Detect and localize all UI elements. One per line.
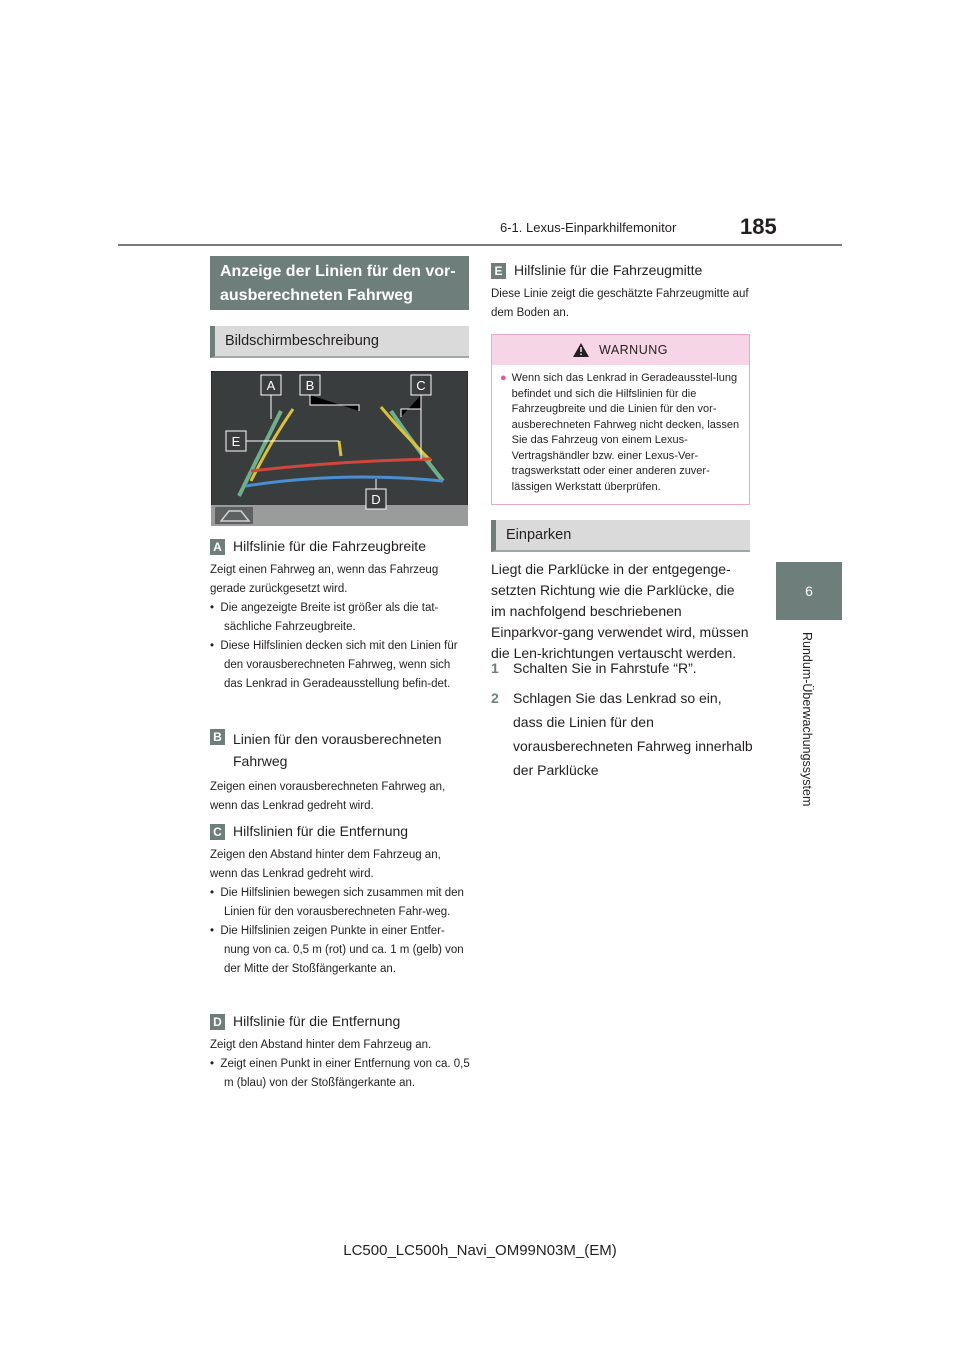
camera-screen-diagram bbox=[211, 371, 468, 526]
section-heading-text: Anzeige der Linien für den vor-ausberechneten Fahrweg bbox=[220, 263, 456, 304]
warning-title: WARNUNG bbox=[598, 343, 668, 357]
step-1-text: Schalten Sie in Fahrstufe “R”. bbox=[513, 660, 697, 676]
badge-a: A bbox=[210, 539, 225, 555]
item-e-desc: Diese Linie zeigt die geschätzte Fahrzeugmitte auf dem Boden an. bbox=[491, 288, 749, 319]
item-b-desc: Zeigen einen vorausberechneten Fahrweg an, wenn das Lenkrad gedreht wird. bbox=[210, 781, 446, 812]
item-d bbox=[210, 1013, 470, 1093]
item-a-bullet-1: • Die angezeigte Breite ist größer als die tat-sächliche Fahrzeugbreite. bbox=[210, 602, 439, 633]
item-e bbox=[491, 262, 751, 323]
callout-d: D bbox=[371, 492, 381, 507]
running-header-section: 6-1. Lexus-Einparkhilfemonitor bbox=[500, 220, 677, 235]
chapter-tab[interactable] bbox=[776, 562, 842, 620]
footer-code: LC500_LC500h_Navi_OM99N03M_(EM) bbox=[343, 1242, 617, 1259]
callout-a: A bbox=[266, 378, 276, 393]
parking-steps bbox=[491, 656, 753, 782]
item-b-title: Linien für den vorausberechneten Fahrweg bbox=[233, 731, 442, 769]
step-1 bbox=[491, 656, 753, 680]
badge-e: E bbox=[491, 263, 506, 279]
item-c bbox=[210, 823, 470, 979]
item-c-bullet-1: • Die Hilfslinien bewegen sich zusammen mit den Linien für den vorausberechneten Fahr-weg. bbox=[210, 887, 464, 918]
callout-c: C bbox=[416, 378, 426, 393]
callout-b: B bbox=[305, 378, 315, 393]
page-number: 185 bbox=[740, 214, 777, 239]
guide-lines-illustration bbox=[211, 371, 468, 526]
item-c-bullet-2: • Die Hilfslinien zeigen Punkte in einer Entfer-nung von ca. 0,5 m (rot) und ca. 1 m (gelb) von der Mitte der Stoßfängerkante an. bbox=[210, 925, 464, 975]
badge-b: B bbox=[210, 729, 225, 745]
step-2-number: 2 bbox=[491, 690, 499, 706]
item-a-bullet-2: • Diese Hilfslinien decken sich mit den Linien für den vorausberechneten Fahrweg, wenn sich das Lenkrad in Geradeausstellung befin-det. bbox=[210, 640, 458, 690]
chapter-title: Rundum-Überwachungssystem bbox=[800, 632, 814, 807]
subheading-screen-description bbox=[210, 326, 469, 358]
bullet-dot-icon: ● bbox=[500, 372, 507, 384]
warning-header bbox=[492, 335, 749, 365]
item-a bbox=[210, 538, 470, 694]
badge-d: D bbox=[210, 1014, 225, 1030]
item-d-desc: Zeigt den Abstand hinter dem Fahrzeug an. bbox=[210, 1039, 432, 1051]
step-2 bbox=[491, 686, 753, 782]
warning-text: Wenn sich das Lenkrad in Geradeausstel-lung befindet und sich die Hilfslinien für die Fahrzeugbreite und die Linien für den vor-ausberechneten Fahrweg nicht decken, lassen Sie das Fahrzeug von einem Lexus-Vertragshändler bzw. einer Lexus-Ver-tragswerkstatt oder einer anderen zuver-lässigen Werkstatt überprüfen. bbox=[511, 372, 740, 493]
item-a-title: Hilfslinie für die Fahrzeugbreite bbox=[233, 538, 426, 554]
section-heading bbox=[210, 256, 469, 310]
step-2-text: Schlagen Sie das Lenkrad so ein, dass die Linien für den vorausberechneten Fahrweg innerhalb der Parklücke bbox=[513, 690, 753, 778]
item-b bbox=[210, 728, 470, 816]
subheading-parking bbox=[491, 520, 750, 552]
center-line bbox=[339, 441, 341, 456]
item-d-title: Hilfslinie für die Entfernung bbox=[233, 1013, 401, 1029]
callout-e: E bbox=[231, 434, 241, 449]
parking-heading-text: Einparken bbox=[506, 527, 572, 543]
warning-triangle-icon bbox=[573, 343, 589, 357]
chapter-number: 6 bbox=[805, 583, 813, 599]
warning-body bbox=[492, 365, 749, 495]
parking-intro: Liegt die Parklücke in der entgegenge-setzten Richtung wie die Parklücke, die im nachfolgend beschriebenen Einparkvor-gang verwendet wird, müssen die Len-krichtungen vertauscht werden. bbox=[491, 561, 749, 661]
step-1-number: 1 bbox=[491, 660, 499, 676]
item-e-title: Hilfslinie für die Fahrzeugmitte bbox=[514, 262, 703, 278]
item-c-title: Hilfslinien für die Entfernung bbox=[233, 823, 409, 839]
item-a-desc: Zeigt einen Fahrweg an, wenn das Fahrzeug gerade zurückgesetzt wird. bbox=[210, 564, 439, 595]
subheading-text: Bildschirmbeschreibung bbox=[225, 333, 379, 349]
chapter-title-vertical bbox=[802, 632, 816, 822]
header-rule bbox=[118, 244, 842, 246]
item-d-bullet-1: • Zeigt einen Punkt in einer Entfernung von ca. 0,5 m (blau) von der Stoßfängerkante an. bbox=[210, 1058, 470, 1089]
warning-box bbox=[491, 334, 750, 505]
badge-c: C bbox=[210, 824, 225, 840]
item-c-desc: Zeigen den Abstand hinter dem Fahrzeug an, wenn das Lenkrad gedreht wird. bbox=[210, 849, 441, 880]
